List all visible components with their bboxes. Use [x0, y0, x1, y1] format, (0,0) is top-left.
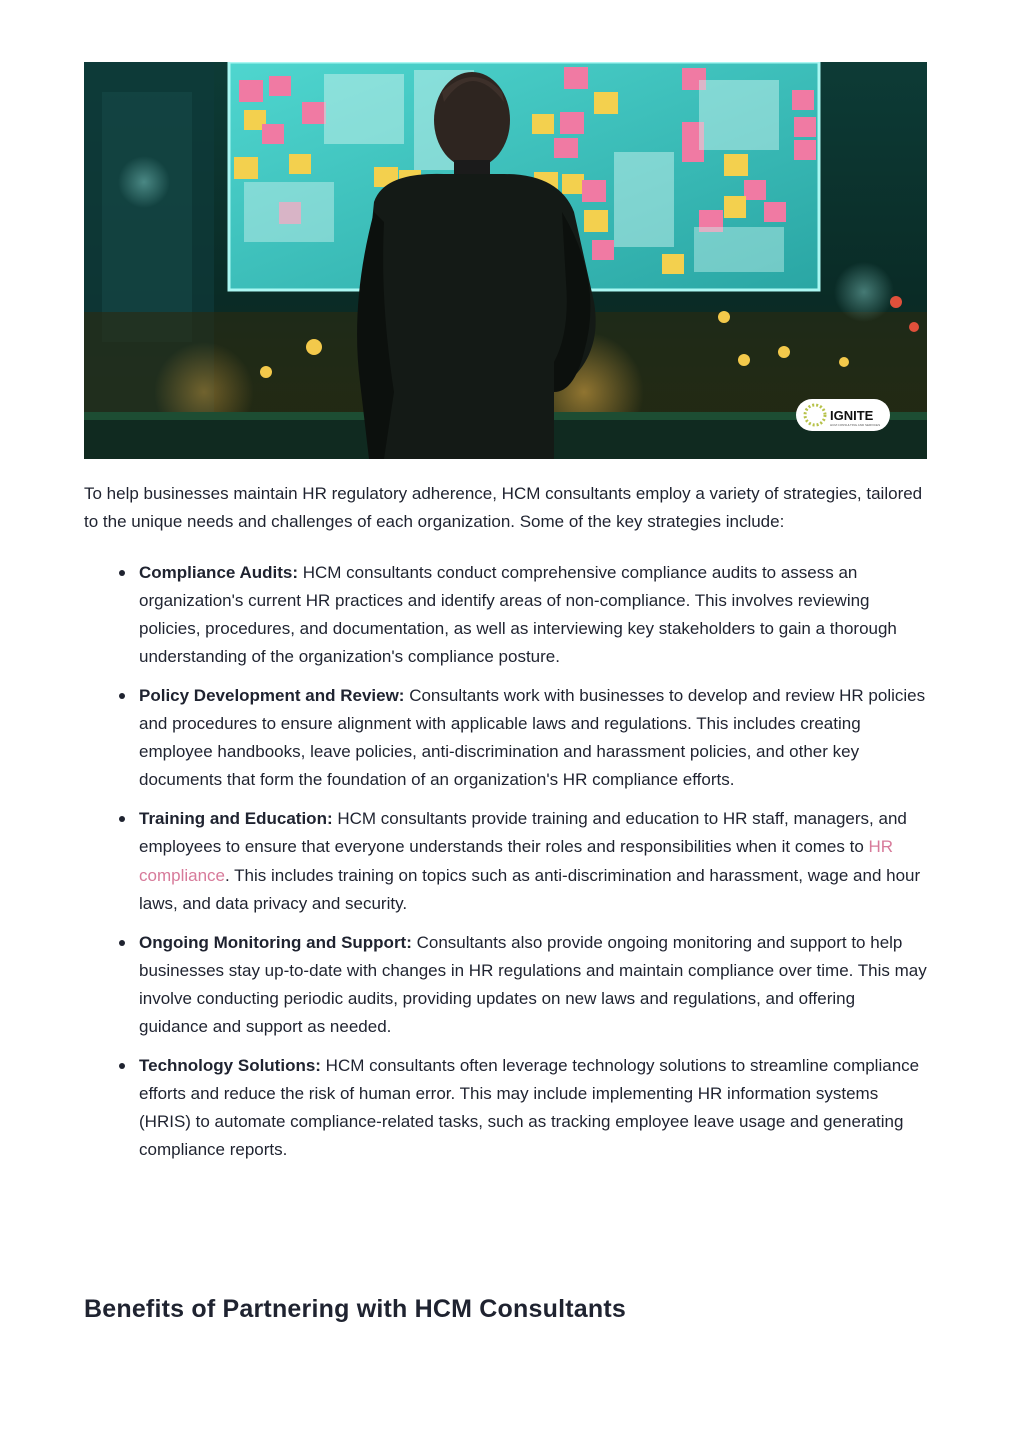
list-item	[139, 559, 927, 671]
ignite-logo-icon: IGNITE	[830, 408, 874, 423]
item-title: Training and Education:	[139, 809, 333, 829]
item-text: HCM consultants provide training and education to HR staff, managers, and employees to ensure that everyone understands their roles and responsibilities when it comes to	[139, 809, 907, 857]
article-body	[84, 480, 927, 1175]
strategy-list	[84, 559, 927, 1165]
list-item	[139, 805, 927, 917]
hero-illustration	[84, 62, 927, 459]
item-title: Policy Development and Review:	[139, 685, 405, 705]
item-text: HCM consultants conduct comprehensive compliance audits to assess an organization's current HR practices and identify areas of non-compliance. This involves reviewing policies, procedures, and documentation, as well as interviewing key stakeholders to gain a thorough understanding of the organization's compliance posture.	[139, 562, 897, 666]
item-title: Compliance Audits:	[139, 562, 298, 582]
item-title: Technology Solutions:	[139, 1056, 321, 1076]
hr-compliance-link[interactable]: HR compliance	[139, 837, 894, 885]
item-text: Consultants work with businesses to develop and review HR policies and procedures to ensure alignment with applicable laws and regulations. This includes creating employee handbooks, leave policies, anti-discrimination and harassment policies, and other key documents that form the foundation of an organization's HR compliance efforts.	[139, 685, 926, 790]
item-title: Ongoing Monitoring and Support:	[139, 932, 412, 952]
list-item	[139, 929, 927, 1041]
ignite-logo-badge	[796, 399, 890, 431]
intro-paragraph: To help businesses maintain HR regulatory adherence, HCM consultants employ a variety of strategies, tailored to the unique needs and challenges of each organization. Some of the key strategies include:	[84, 484, 923, 532]
list-item	[139, 682, 927, 794]
item-text: Consultants also provide ongoing monitoring and support to help businesses stay up-to-date with changes in HR regulations and maintain compliance over time. This may involve conducting periodic audits, providing updates on new laws and regulations, and offering guidance and support as needed.	[139, 932, 927, 1036]
svg-text:HCM CONSULTING AND SERVICES: HCM CONSULTING AND SERVICES	[830, 423, 881, 427]
list-item	[139, 1052, 927, 1164]
item-text: HCM consultants often leverage technology solutions to streamline compliance efforts and reduce the risk of human error. This may include implementing HR information systems (HRIS) to automate compliance-related tasks, such as tracking employee leave usage and generating compliance reports.	[139, 1056, 920, 1160]
section-heading: Benefits of Partnering with HCM Consultants	[84, 1295, 626, 1323]
hero-image	[84, 62, 927, 459]
item-text: . This includes training on topics such as anti-discrimination and harassment, wage and hour laws, and data privacy and security.	[139, 865, 921, 913]
